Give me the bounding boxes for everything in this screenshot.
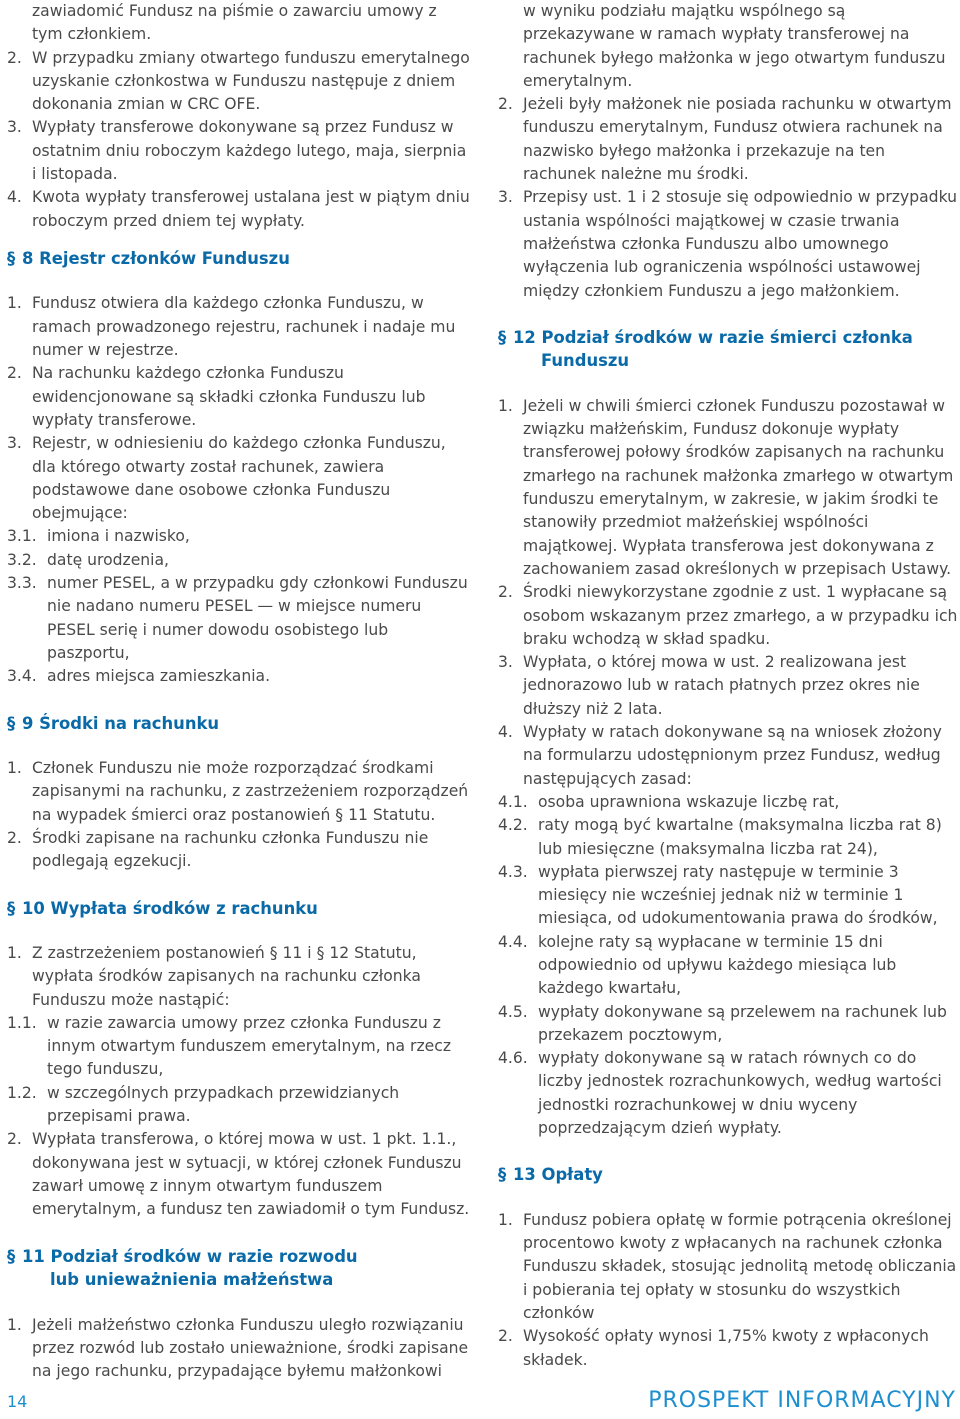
section-heading-9 bbox=[7, 712, 471, 736]
item-text: w szczególnych przypadkach przewidzianych przepisami prawa. bbox=[47, 1083, 400, 1126]
list-item bbox=[7, 942, 471, 1012]
item-number: 1. bbox=[498, 1210, 513, 1229]
item-number: 1.2. bbox=[7, 1083, 37, 1102]
item-text: adres miejsca zamieszkania. bbox=[47, 667, 271, 686]
item-number: 4. bbox=[498, 723, 513, 742]
list-item bbox=[498, 1047, 958, 1140]
list-item bbox=[498, 395, 958, 581]
list-item bbox=[7, 549, 471, 572]
item-text: numer PESEL, a w przypadku gdy członkowi Funduszu nie nadano numeru PESEL — w miejsce numeru PESEL serię i numer dowodu osobistego lub paszportu, bbox=[47, 574, 468, 662]
item-text: W przypadku zmiany otwartego funduszu emerytalnego uzyskanie członkostwa w Funduszu następuje z dniem dokonania zmian w CRC OFE. bbox=[32, 48, 470, 114]
item-number: 3. bbox=[7, 118, 22, 137]
list-item bbox=[7, 757, 471, 827]
item-number: 3.1. bbox=[7, 527, 37, 546]
item-text: Jeżeli małżeństwo członka Funduszu uległo rozwiązaniu przez rozwód lub zostało unieważnione, środki zapisane na jego rachunku, przypadające byłemu małżonkowi bbox=[32, 1315, 469, 1381]
list-item bbox=[498, 1209, 958, 1325]
item-text: wypłata pierwszej raty następuje w terminie 3 miesięcy nie wcześniej jednak niż w terminie 1 miesiąca, od udokumentowania prawa do środków, bbox=[538, 862, 938, 928]
item-number: 1. bbox=[7, 759, 22, 778]
item-number: 1. bbox=[7, 1315, 22, 1334]
item-text: Kwota wypłaty transferowej ustalana jest w piątym dniu roboczym przed dniem tej wypłaty. bbox=[32, 188, 470, 230]
item-text: Jeżeli były małżonek nie posiada rachunku w otwartym funduszu emerytalnym, Fundusz otwiera rachunek na nazwisko byłego małżonka i przekazuje na ten rachunek należne mu środki. bbox=[523, 95, 952, 184]
section-title: 13 Opłaty bbox=[513, 1165, 603, 1185]
list-item bbox=[498, 931, 958, 1001]
item-number: 4.4. bbox=[498, 932, 528, 951]
item-text: zawiadomić Fundusz na piśmie o zawarciu umowy z tym członkiem. bbox=[32, 2, 437, 44]
list-item bbox=[7, 362, 471, 432]
item-number: 2. bbox=[7, 828, 22, 847]
list-item bbox=[498, 651, 958, 721]
list-item bbox=[7, 0, 471, 47]
paragraph-sign-icon: § bbox=[498, 327, 507, 347]
paragraph-sign-icon: § bbox=[7, 898, 16, 918]
item-text: w razie zawarcia umowy przez członka Funduszu z innym otwartym funduszem emerytalnym, na rzecz tego funduszu, bbox=[47, 1013, 452, 1079]
item-text: wypłaty dokonywane są w ratach równych co do liczby jednostek rozrachunkowych, według wartości jednostki rozrachunkowej w dniu wyceny poprzedzającym dzień wypłaty. bbox=[538, 1049, 942, 1138]
item-text: Wypłata, o której mowa w ust. 2 realizowana jest jednorazowo lub w ratach płatnych przez okres nie dłuższy niż 2 lata. bbox=[523, 653, 920, 718]
section-title-line2: lub unieważnienia małżeństwa bbox=[50, 1270, 334, 1290]
section-heading-11 bbox=[7, 1245, 471, 1292]
item-text: w wyniku podziału majątku wspólnego są przekazywane w ramach wypłaty transferowej na rachunek byłego małżonka w jego otwartym funduszu emerytalnym. bbox=[523, 2, 946, 90]
section-heading-12 bbox=[498, 326, 958, 373]
item-number: 1. bbox=[7, 944, 22, 962]
item-text: Rejestr, w odniesieniu do każdego członka Funduszu, dla którego otwarty został rachunek, zawiera podstawowe dane osobowe członka Funduszu obejmujące: bbox=[32, 434, 446, 523]
list-item bbox=[7, 525, 471, 548]
footer-title: PROSPEKT INFORMACYJNY bbox=[648, 1388, 956, 1413]
item-number: 4.5. bbox=[498, 1002, 528, 1021]
item-text: Na rachunku każdego członka Funduszu ewidencjonowane są składki członka Funduszu lub wypłaty transferowe. bbox=[32, 364, 426, 429]
item-number: 3. bbox=[498, 188, 513, 207]
item-number: 1.1. bbox=[7, 1013, 37, 1032]
section-title: 8 Rejestr członków Funduszu bbox=[22, 248, 290, 268]
list-item bbox=[498, 93, 958, 186]
section-heading-13 bbox=[498, 1163, 958, 1187]
item-text: Wysokość opłaty wynosi 1,75% kwoty z wpłaconych składek. bbox=[523, 1327, 929, 1369]
item-number: 4. bbox=[7, 188, 22, 207]
list-item bbox=[7, 186, 471, 233]
item-text: Fundusz pobiera opłatę w formie potrącenia określonej procentowo kwoty z wpłacanych na rachunek członka Funduszu składek, stosując jednolitą metodę obliczania i pobierania tej opłaty w stosunku do wszystkich członków bbox=[523, 1210, 957, 1323]
list-item bbox=[498, 814, 958, 861]
paragraph-sign-icon: § bbox=[7, 713, 16, 733]
section-title: 10 Wypłata środków z rachunku bbox=[22, 898, 318, 918]
list-item bbox=[498, 861, 958, 931]
item-number: 4.3. bbox=[498, 862, 528, 881]
section-title: 12 Podział środków w razie śmierci członka bbox=[513, 327, 913, 347]
item-text: Jeżeli w chwili śmierci członek Funduszu pozostawał w związku małżeńskim, Fundusz dokonuje wypłaty transferowej połowy środków zapisanych na rachunku zmarłego na rachunek małżonka zmarłego w otwartym funduszu emerytalnym, w zakresie, w jakim środki te stanowiły przedmiot małżeńskiej wspólności majątkowej. Wypłata transferowa jest dokonywana z zachowaniem zasad określonych w przepisach Ustawy. bbox=[523, 396, 954, 578]
list-item bbox=[7, 47, 471, 117]
item-text: Członek Funduszu nie może rozporządzać środkami zapisanymi na rachunku, z zastrzeżeniem rozporządzeń na wypadek śmierci oraz postanowień § 11 Statutu. bbox=[32, 759, 469, 824]
item-text: Środki zapisane na rachunku członka Funduszu nie podlegają egzekucji. bbox=[32, 828, 429, 871]
item-text: Przepisy ust. 1 i 2 stosuje się odpowiednio w przypadku ustania wspólności majątkowej w czasie trwania małżeństwa członka Funduszu albo umownego wyłączenia lub ograniczenia wspólności ustawowej między członkiem Funduszu a jego małżonkiem. bbox=[523, 188, 958, 300]
right-column bbox=[498, 0, 958, 1372]
item-number: 2. bbox=[7, 1130, 22, 1149]
item-text: datę urodzenia, bbox=[47, 550, 170, 569]
item-number: 4.2. bbox=[498, 816, 528, 835]
list-item bbox=[7, 1012, 471, 1082]
list-item bbox=[7, 572, 471, 665]
item-number: 1. bbox=[7, 294, 22, 313]
item-text: Wypłaty transferowe dokonywane są przez Fundusz w ostatnim dniu roboczym każdego lutego, maja, sierpnia i listopada. bbox=[32, 118, 467, 184]
list-item bbox=[7, 1314, 471, 1384]
item-number: 4.1. bbox=[498, 792, 528, 811]
list-item bbox=[7, 1128, 471, 1221]
section-heading-8 bbox=[7, 247, 471, 271]
item-number: 2. bbox=[498, 95, 513, 114]
list-item bbox=[498, 721, 958, 791]
list-item bbox=[7, 665, 471, 688]
list-item bbox=[498, 1325, 958, 1372]
section-title: 11 Podział środków w razie rozwodu bbox=[22, 1246, 358, 1266]
item-text: Środki niewykorzystane zgodnie z ust. 1 wypłacane są osobom wskazanym przez zmarłego, a w przypadku ich braku wchodzą w skład spadku. bbox=[523, 583, 958, 648]
item-number: 3.2. bbox=[7, 550, 37, 569]
list-item bbox=[498, 1001, 958, 1048]
list-item bbox=[7, 432, 471, 525]
item-text: Z zastrzeżeniem postanowień § 11 i § 12 Statutu, wypłata środków zapisanych na rachunku członka Funduszu może nastąpić: bbox=[32, 944, 421, 1009]
page-number: 14 bbox=[7, 1392, 28, 1411]
section-title-line2: Funduszu bbox=[541, 351, 630, 371]
item-text: Wypłaty w ratach dokonywane są na wniosek złożony na formularzu udostępnionym przez Fundusz, według następujących zasad: bbox=[523, 723, 942, 788]
item-number: 2. bbox=[498, 583, 513, 602]
item-number: 3. bbox=[498, 653, 513, 672]
item-number: 3.3. bbox=[7, 574, 37, 593]
item-text: Fundusz otwiera dla każdego członka Funduszu, w ramach prowadzonego rejestru, rachunek i nadaje mu numer w rejestrze. bbox=[32, 294, 456, 360]
item-number bbox=[7, 0, 32, 47]
list-item bbox=[7, 116, 471, 186]
list-item bbox=[498, 186, 958, 302]
left-column bbox=[7, 0, 471, 1383]
item-text: osoba uprawniona wskazuje liczbę rat, bbox=[538, 792, 840, 811]
item-text: imiona i nazwisko, bbox=[47, 527, 190, 546]
list-item bbox=[498, 581, 958, 651]
item-number: 2. bbox=[7, 364, 22, 383]
item-number: 1. bbox=[498, 396, 513, 415]
item-number: 3. bbox=[7, 434, 22, 453]
list-item bbox=[7, 1082, 471, 1129]
item-number: 3.4. bbox=[7, 667, 37, 686]
section-title: 9 Środki na rachunku bbox=[22, 713, 220, 733]
item-text: raty mogą być kwartalne (maksymalna liczba rat 8) lub miesięczne (maksymalna liczba rat 24), bbox=[538, 816, 942, 858]
item-text: kolejne raty są wypłacane w terminie 15 dni odpowiednio od upływu każdego miesiąca lub każdego kwartału, bbox=[538, 932, 897, 998]
item-text: Wypłata transferowa, o której mowa w ust. 1 pkt. 1.1., dokonywana jest w sytuacji, w której członek Funduszu zawarł umowę z innym otwartym funduszem emerytalnym, a fundusz ten zawiadomił o tym Fundusz. bbox=[32, 1130, 470, 1219]
item-number: 2. bbox=[7, 48, 22, 67]
list-item bbox=[7, 292, 471, 362]
list-item bbox=[7, 827, 471, 874]
list-item bbox=[498, 791, 958, 814]
section-heading-10 bbox=[7, 897, 471, 921]
item-number bbox=[498, 0, 523, 93]
item-text: wypłaty dokonywane są przelewem na rachunek lub przekazem pocztowym, bbox=[538, 1002, 947, 1044]
paragraph-sign-icon: § bbox=[498, 1165, 507, 1185]
item-number: 2. bbox=[498, 1327, 513, 1346]
list-item bbox=[498, 0, 958, 93]
paragraph-sign-icon: § bbox=[7, 1246, 16, 1266]
item-number: 4.6. bbox=[498, 1049, 528, 1068]
paragraph-sign-icon: § bbox=[7, 248, 16, 268]
